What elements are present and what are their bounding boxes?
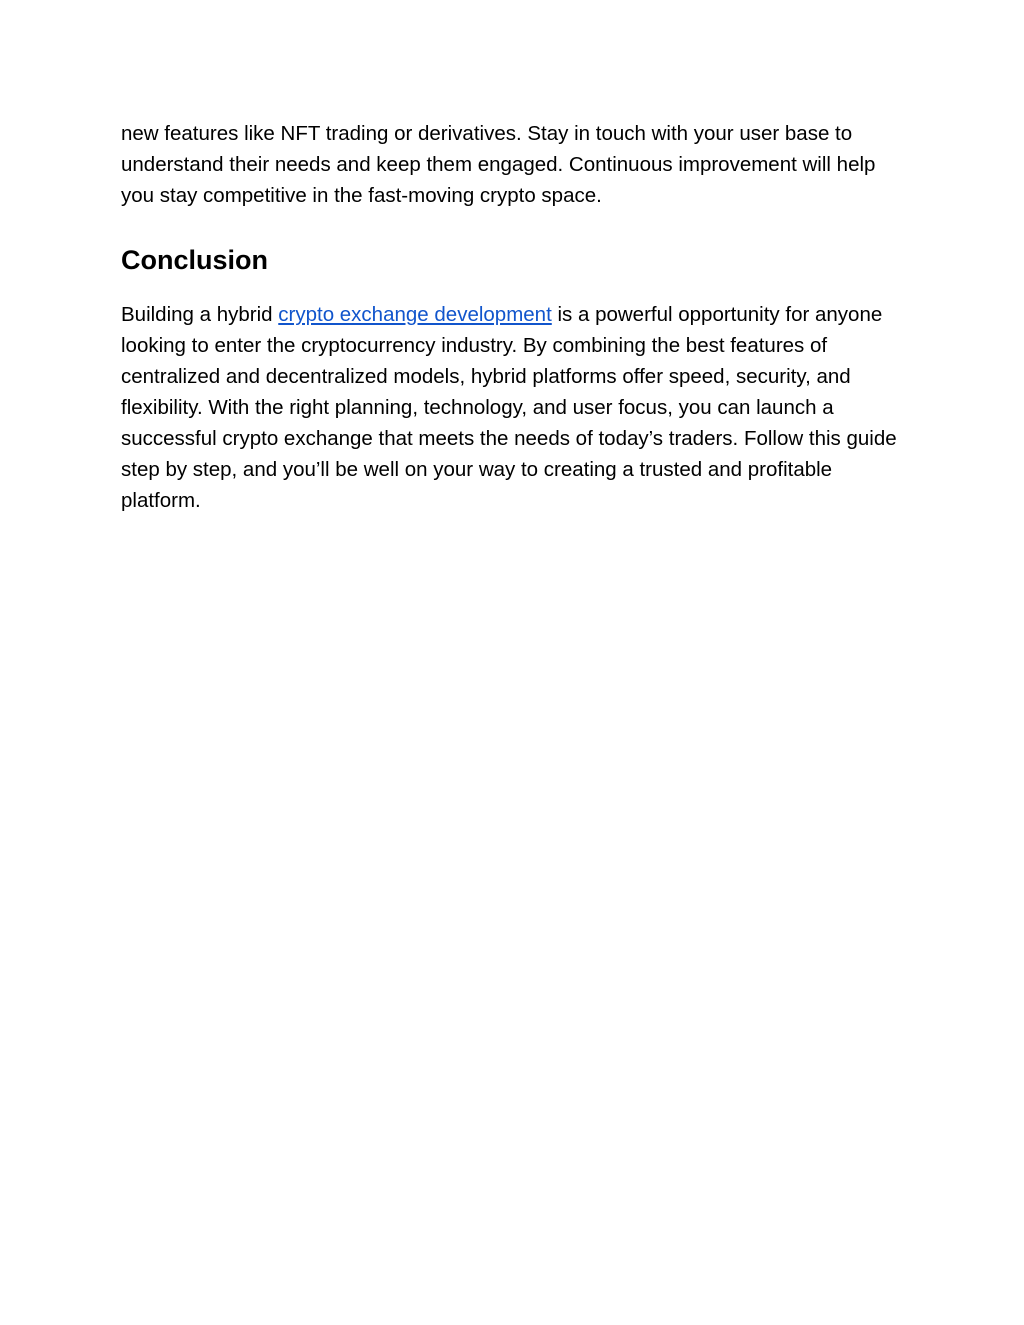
conclusion-text-after-link: is a powerful opportunity for anyone looking to enter the cryptocurrency industry. By combining the best features of centralized and decentralized models, hybrid platforms offer speed, security, and flexibility. With the right planning, technology, and user focus, you can launch a successful crypto exchange that meets the needs of today’s traders. Follow this guide step by step, and you’ll be well on your way to creating a trusted and profitable platform.: [121, 303, 897, 512]
crypto-exchange-development-link[interactable]: crypto exchange development: [278, 303, 552, 326]
conclusion-heading: Conclusion: [121, 245, 268, 275]
intro-paragraph: new features like NFT trading or derivatives. Stay in touch with your user base to understand their needs and keep them engaged. Continuous improvement will help you stay competitive in the fast-moving crypto space.: [121, 122, 876, 207]
document-content: [121, 118, 911, 516]
conclusion-paragraph: [121, 299, 911, 516]
conclusion-text-before-link: Building a hybrid: [121, 303, 279, 326]
